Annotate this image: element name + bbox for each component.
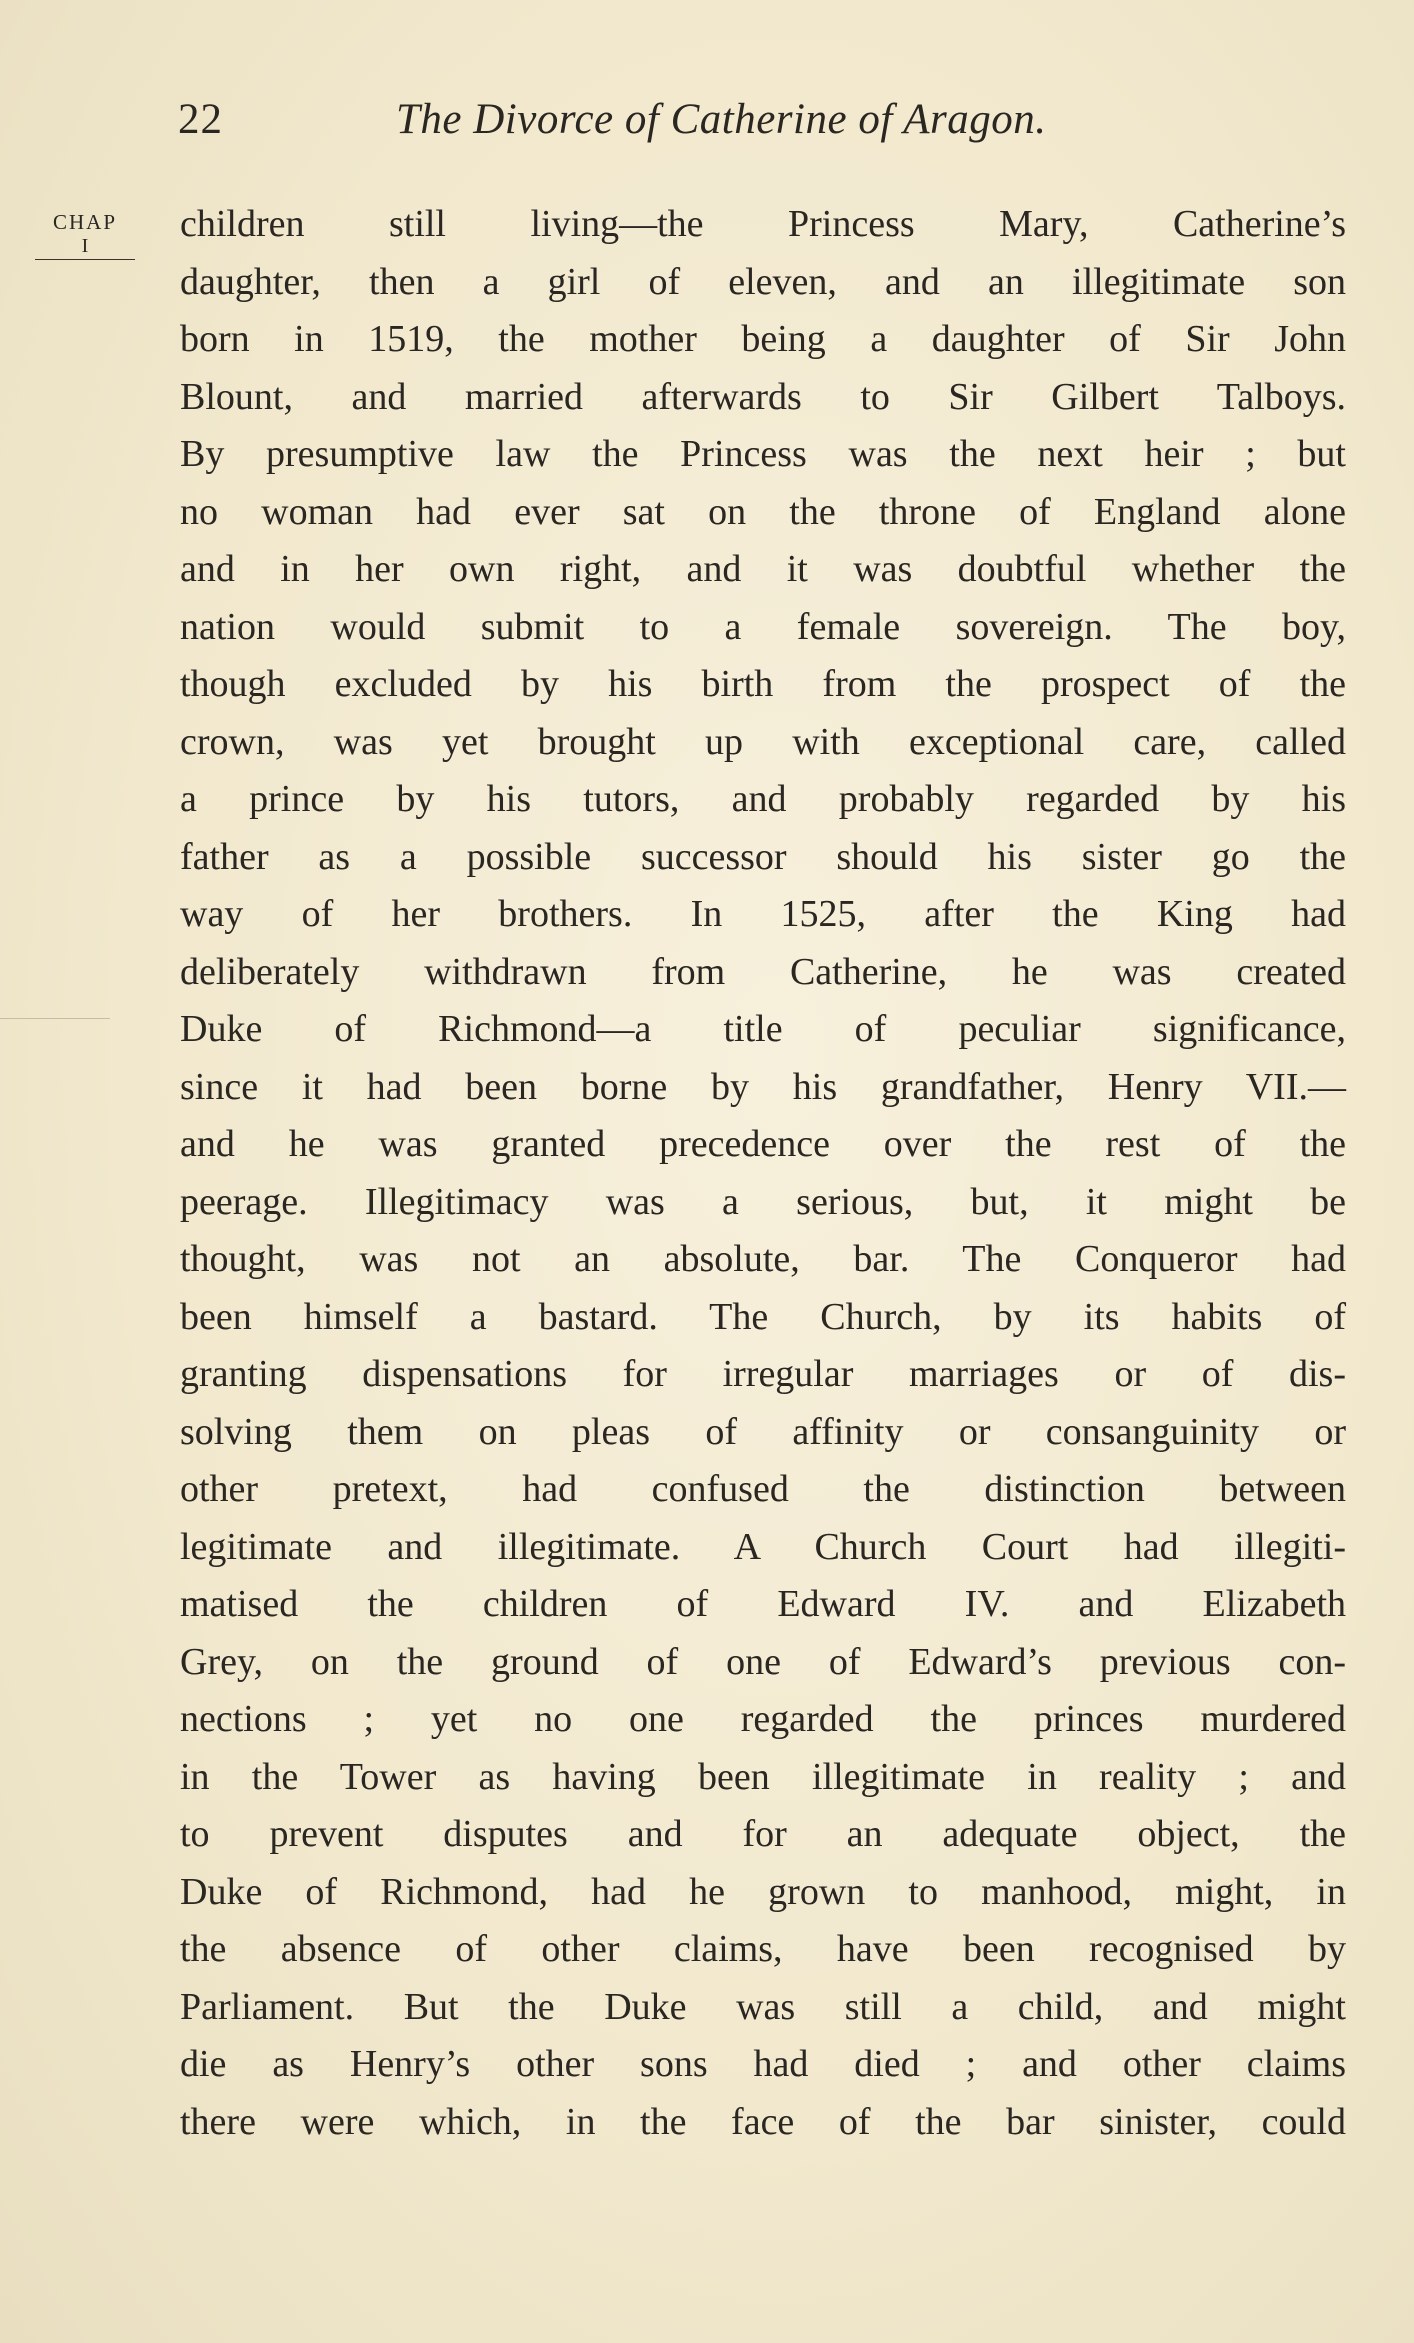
text-line: nation would submit to a female sovereign. The boy, <box>180 605 1346 648</box>
text-line: there were which, in the face of the bar sinister, could <box>180 2100 1346 2143</box>
text-line: nections ; yet no one regarded the princes murdered <box>180 1698 1346 1740</box>
text-line: to prevent disputes and for an adequate object, the <box>180 1813 1346 1855</box>
text-line: and in her own right, and it was doubtful whether the <box>180 548 1346 590</box>
chapter-marginal-note <box>30 210 140 260</box>
text-line: die as Henry’s other sons had died ; and other claims <box>180 2043 1346 2085</box>
chapter-rule <box>35 259 135 260</box>
text-line: no woman had ever sat on the throne of England alone <box>180 490 1346 533</box>
text-line: Duke of Richmond, had he grown to manhood, might, in <box>180 1870 1346 1913</box>
text-line: deliberately withdrawn from Catherine, he was created <box>180 950 1346 993</box>
text-line: By presumptive law the Princess was the next heir ; but <box>180 433 1346 475</box>
text-line: other pretext, had confused the distinction between <box>180 1468 1346 1510</box>
chapter-label: CHAP <box>52 210 118 234</box>
body-text <box>180 196 1346 2151</box>
text-line: in the Tower as having been illegitimate in reality ; and <box>180 1755 1346 1798</box>
text-line: legitimate and illegitimate. A Church Court had illegiti- <box>180 1525 1346 1568</box>
text-line: a prince by his tutors, and probably regarded by his <box>180 778 1346 820</box>
text-line: since it had been borne by his grandfather, Henry VII.— <box>180 1065 1346 1108</box>
text-line: daughter, then a girl of eleven, and an illegitimate son <box>180 260 1346 303</box>
text-line: way of her brothers. In 1525, after the King had <box>180 893 1346 935</box>
text-line: children still living—the Princess Mary, Catherine’s <box>180 203 1346 245</box>
text-line: Blount, and married afterwards to Sir Gilbert Talboys. <box>180 375 1346 418</box>
chapter-number: I <box>81 235 89 257</box>
text-line: matised the children of Edward IV. and Elizabeth <box>180 1583 1346 1625</box>
text-line: Duke of Richmond—a title of peculiar significance, <box>180 1008 1346 1050</box>
page-number: 22 <box>178 96 223 143</box>
text-line: Parliament. But the Duke was still a child, and might <box>180 1985 1346 2028</box>
text-line: been himself a bastard. The Church, by its habits of <box>180 1295 1346 1338</box>
text-line: Grey, on the ground of one of Edward’s previous con- <box>180 1640 1346 1683</box>
text-line: granting dispensations for irregular marriages or of dis- <box>180 1353 1346 1395</box>
text-line: though excluded by his birth from the prospect of the <box>180 663 1346 705</box>
text-line: father as a possible successor should his sister go the <box>180 835 1346 878</box>
text-line: and he was granted precedence over the rest of the <box>180 1123 1346 1165</box>
text-line: crown, was yet brought up with exceptional care, called <box>180 720 1346 763</box>
text-line: thought, was not an absolute, bar. The Conqueror had <box>180 1238 1346 1280</box>
text-line: solving them on pleas of affinity or consanguinity or <box>180 1410 1346 1453</box>
margin-mark <box>0 1018 110 1019</box>
text-line: peerage. Illegitimacy was a serious, but, it might be <box>180 1180 1346 1223</box>
running-title: The Divorce of Catherine of Aragon. <box>396 96 1047 143</box>
text-line: the absence of other claims, have been recognised by <box>180 1928 1346 1970</box>
running-head <box>178 95 1378 155</box>
text-line: born in 1519, the mother being a daughter of Sir John <box>180 318 1346 360</box>
